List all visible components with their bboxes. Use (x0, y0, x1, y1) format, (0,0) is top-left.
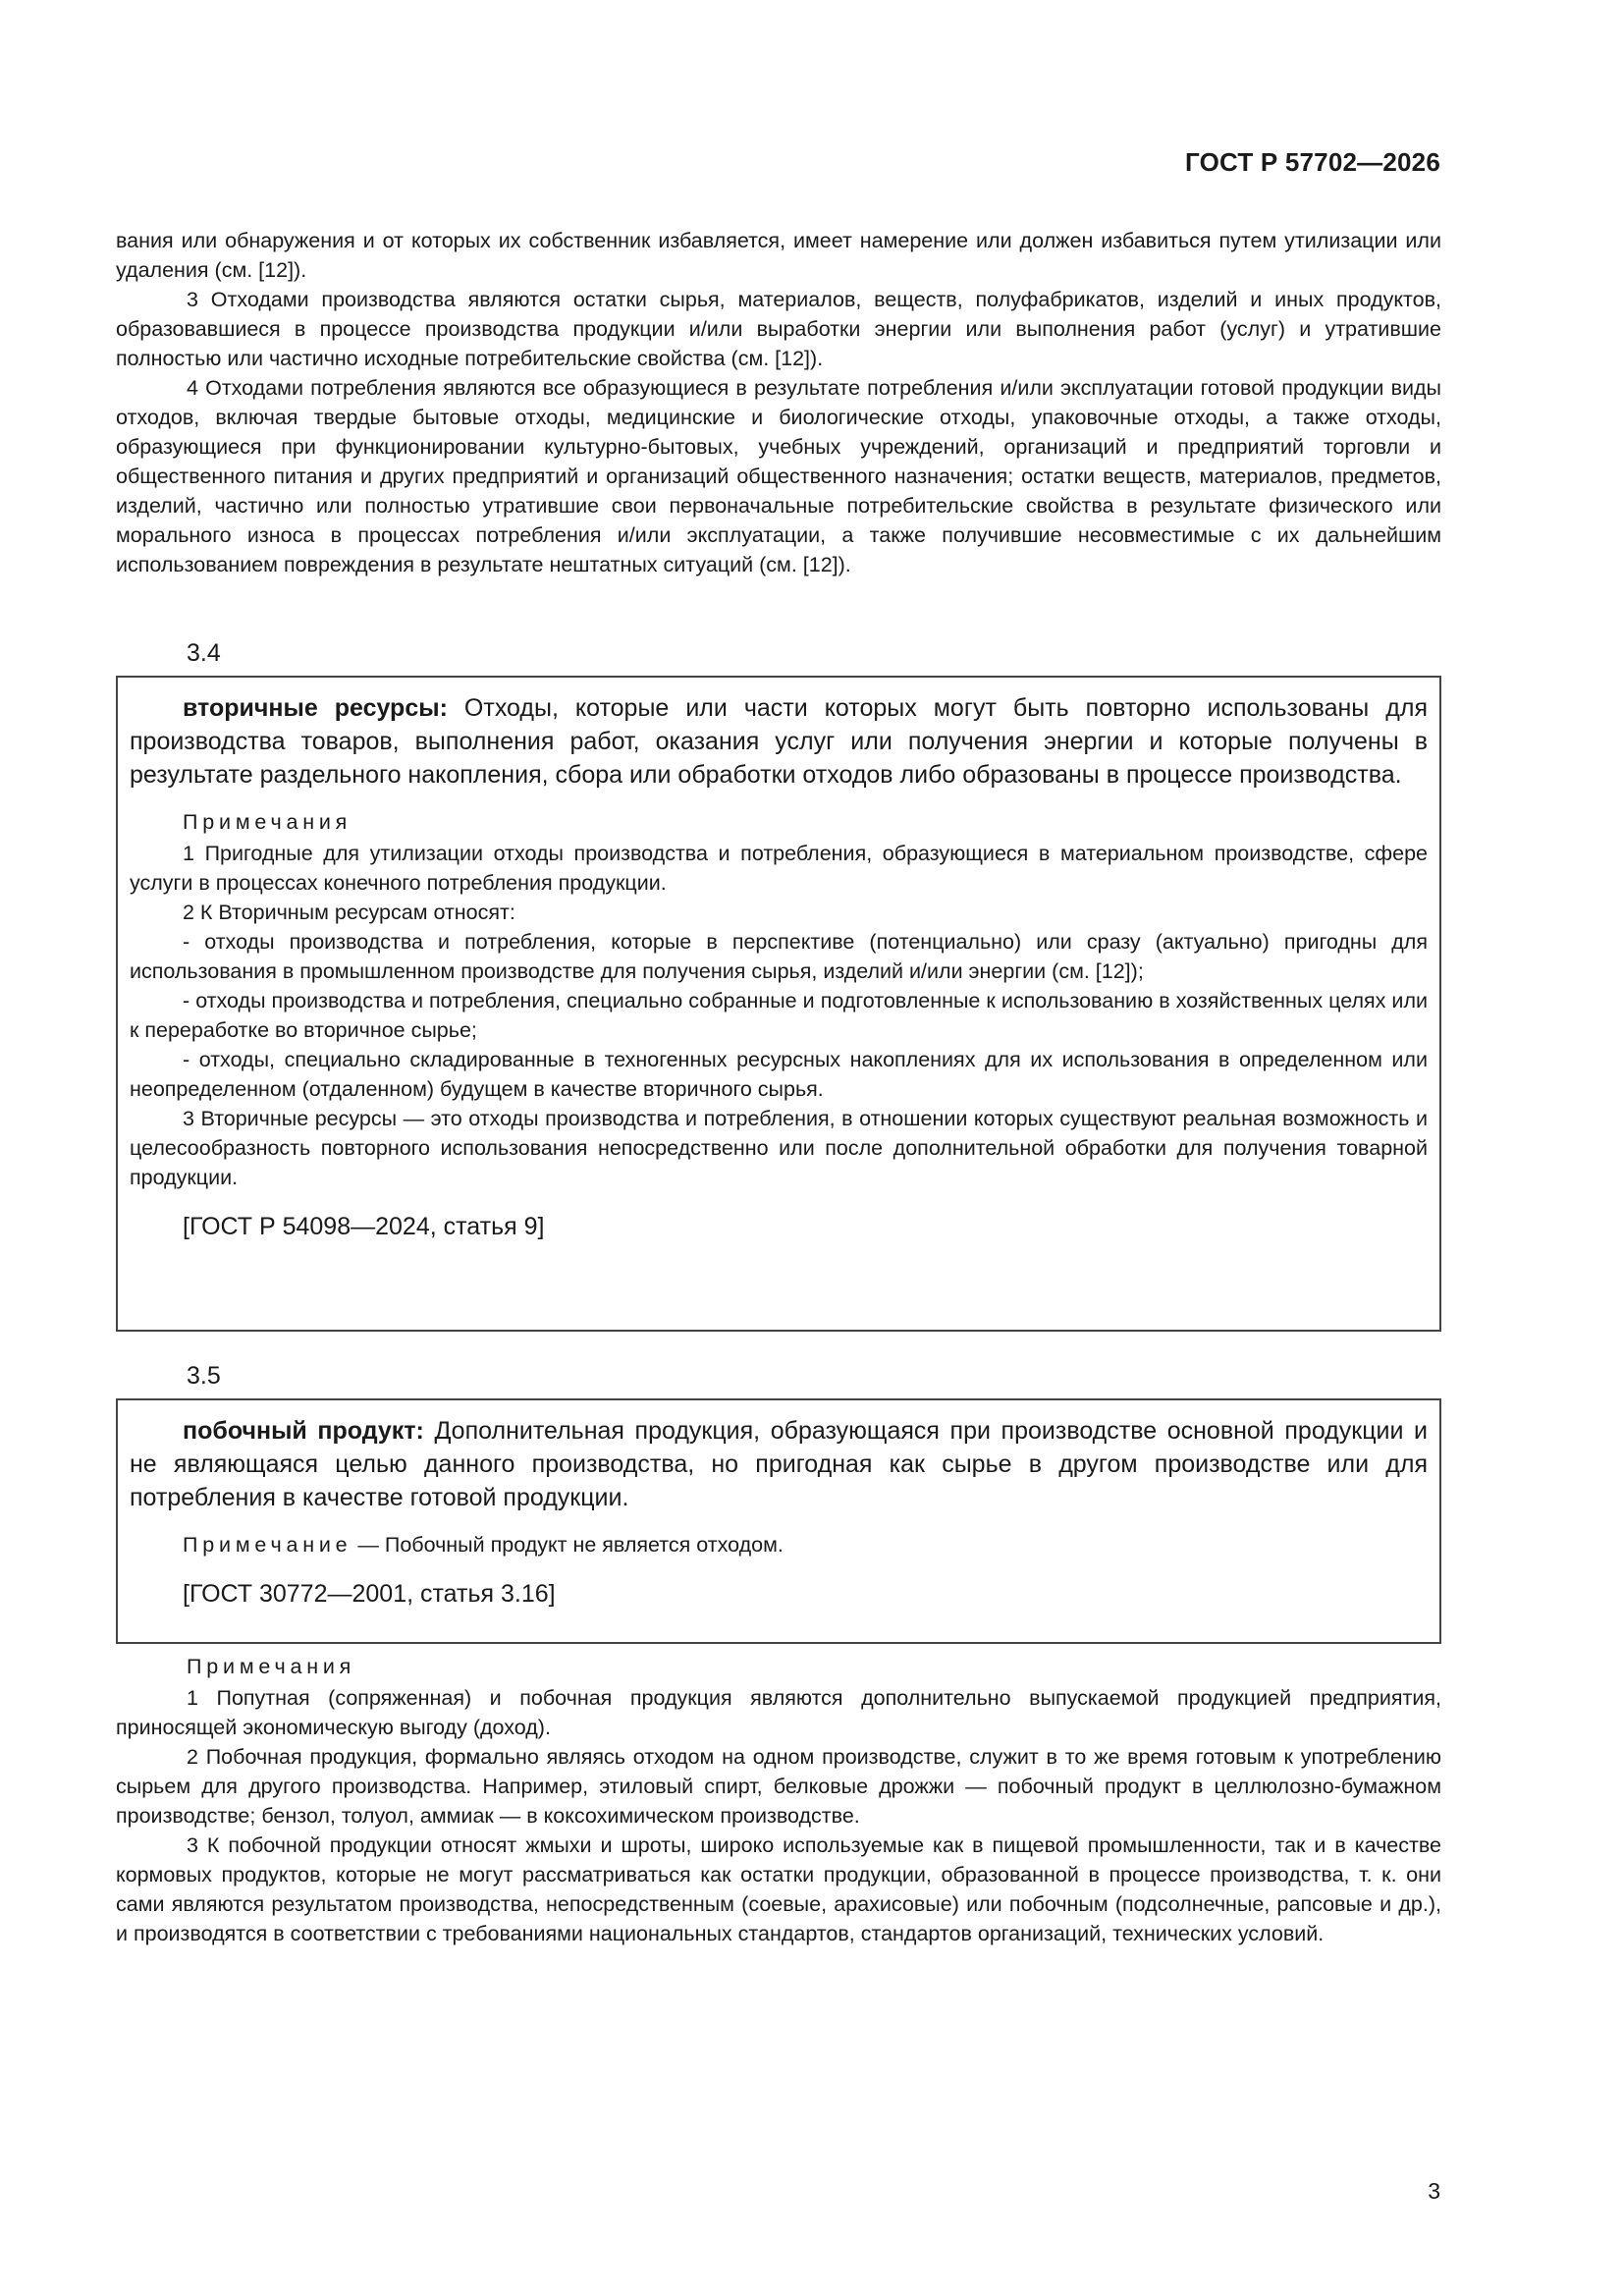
note-item: 1 Пригодные для утилизации отходы производства и потребления, образующиеся в материальном производстве, сфере услуги в процессах конечного потребления продукции. (130, 842, 1428, 895)
note-text: — Побочный продукт не является отходом. (352, 1533, 784, 1557)
note-item: - отходы, специально складированные в техногенных ресурсных накоплениях для их использования в определенном или неопределенном (отдаленном) будущем в качестве вторичного сырья. (130, 1048, 1428, 1101)
intro-paragraph: 3 Отходами производства являются остатки сырья, материалов, веществ, полуфабрикатов, изделий и иных продуктов, образовавшиеся в процессе производства продукции и/или выработки энергии или выполнения работ (услуг) и утратившие полностью или частично исходные потребительские свойства (см. [12]). (116, 288, 1441, 370)
intro-text (116, 226, 1441, 579)
note-item: 3 Вторичные ресурсы — это отходы производства и потребления, в отношении которых существуют реальная возможность и целесообразность повторного использования непосредственно или после дополнительной обработки для получения товарной продукции. (130, 1107, 1428, 1189)
section-3-4 (116, 636, 1441, 1332)
source-reference: [ГОСТ 30772—2001, статья 3.16] (183, 1580, 556, 1608)
term-definition (130, 1414, 1428, 1514)
intro-paragraph: 4 Отходами потребления являются все образующиеся в результате потребления и/или эксплуатации готовой продукции виды отходов, включая твердые бытовые отходы, медицинские и биологические отходы, упаковочные отходы, а также отходы, образующиеся при функционировании культурно-бытовых, учебных учреждений, организаций и предприятий торговли и общественного питания и других предприятий и организаций общественного назначения; остатки веществ, материалов, предметов, изделий, частично или полностью утратившие свои первоначальные потребительские свойства в результате физического или морального износа в процессах потребления и/или эксплуатации, а также получившие несовместимые с их дальнейшим использованием повреждения в результате нештатных ситуаций (см. [12]). (116, 376, 1441, 576)
term-word: побочный продукт: (183, 1417, 424, 1445)
closing-notes (116, 1652, 1441, 1948)
page-number: 3 (1428, 2178, 1440, 2204)
note-label: Примечание (183, 1533, 352, 1557)
section-3-5 (116, 1359, 1441, 1644)
term-box (116, 1398, 1441, 1644)
source-reference: [ГОСТ Р 54098—2024, статья 9] (183, 1213, 545, 1240)
term-word: вторичные ресурсы: (183, 694, 448, 722)
note-item: - отходы производства и потребления, которые в перспективе (потенциально) или сразу (актуально) пригодны для использования в промышленном производстве для получения сырья, изделий и/или энергии (см. [12]); (130, 930, 1428, 983)
section-number: 3.4 (187, 639, 221, 667)
term-box (116, 676, 1441, 1332)
term-definition (130, 691, 1428, 792)
note-item: 2 Побочная продукция, формально являясь отходом на одном производстве, служит в то же время готовым к употреблению сырьем для другого производства. Например, этиловый спирт, белковые дрожжи — побочный продукт в целлюлозно-бумажном производстве; бензол, толуол, аммиак — в коксохимическом производстве. (116, 1745, 1441, 1828)
single-note (183, 1530, 1428, 1559)
document-code: ГОСТ Р 57702—2026 (1185, 147, 1440, 177)
note-item: 2 К Вторичным ресурсам относят: (183, 901, 515, 924)
definition-text: Отходы, которые или части которых могут быть повторно использованы для производства товаров, выполнения работ, оказания услуг или получения энергии и которые получены в результате раздельного накопления, сбора или обработки отходов либо образованы в процессе производства. (130, 694, 1428, 789)
definition-text: Дополнительная продукция, образующаяся при производстве основной продукции и не являющаяся целью данного производства, но пригодная как сырье в другом производстве или для потребления в качестве готовой продукции. (130, 1417, 1429, 1511)
intro-paragraph: вания или обнаружения и от которых их собственник избавляется, имеет намерение или должен избавиться путем утилизации или удаления (см. [12]). (116, 229, 1441, 282)
note-item: - отходы производства и потребления, специально собранные и подготовленные к использованию в хозяйственных целях или к переработке во вторичное сырье; (130, 989, 1428, 1042)
section-number: 3.5 (187, 1362, 221, 1390)
note-item: 3 К побочной продукции относят жмыхи и шроты, широко используемые как в пищевой промышленности, так и в качестве кормовых продуктов, которые не могут рассматриваться как остатки продукции, образованной в процессе производства, т. к. они сами являются результатом производства, непосредственным (соевые, арахисовые) или побочным (подсолнечные, рапсовые и др.), и производятся в соответствии с требованиями национальных стандартов, стандартов организаций, технических условий. (116, 1833, 1441, 1945)
notes-title: Примечания (187, 1655, 356, 1678)
note-item: 1 Попутная (сопряженная) и побочная продукция являются дополнительно выпускаемой продукцией предприятия, приносящей экономическую выгоду (доход). (116, 1686, 1441, 1739)
notes-title: Примечания (183, 810, 352, 834)
